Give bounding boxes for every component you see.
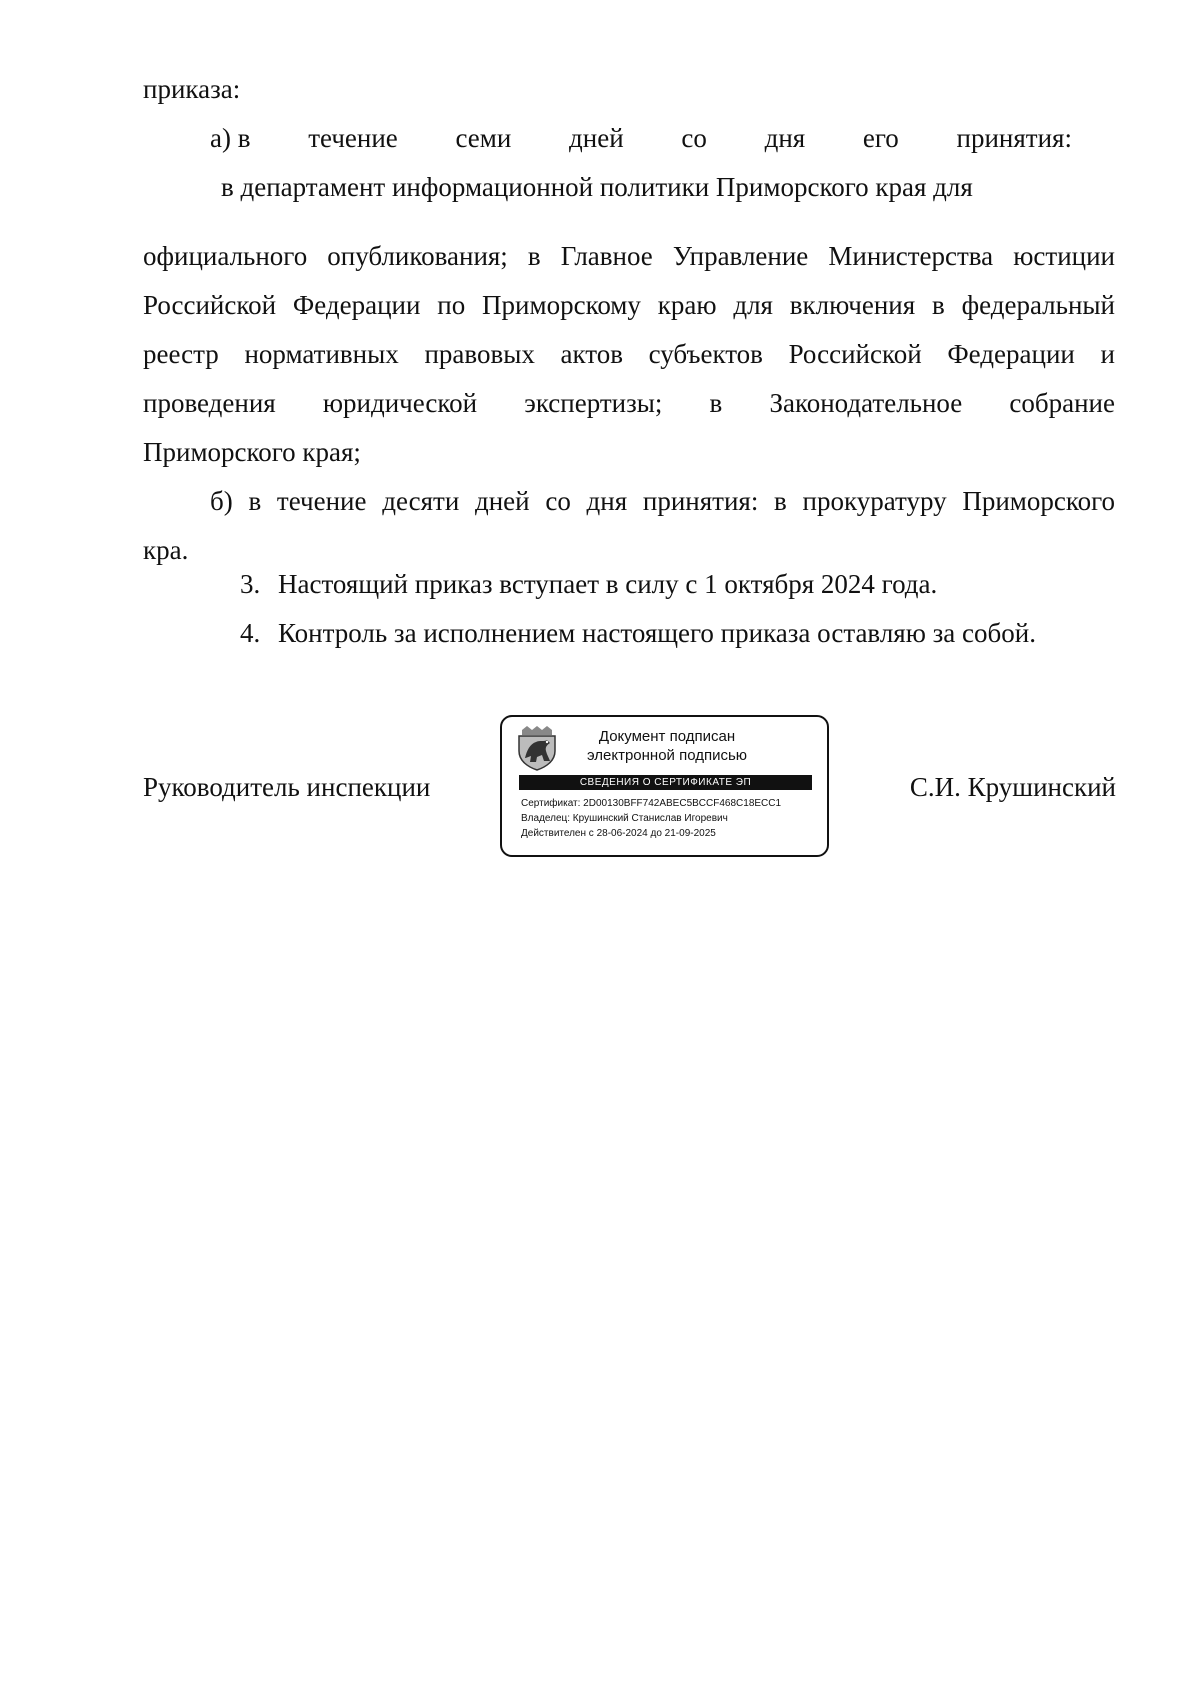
primorsky-krai-emblem-icon bbox=[516, 725, 558, 771]
signatory-name: С.И. Крушинский bbox=[909, 772, 1116, 802]
paragraph-line: Российской Федерации по Приморскому краю для включения в федеральный bbox=[143, 290, 1115, 320]
word: дней bbox=[569, 123, 624, 153]
item-number: 3. bbox=[240, 569, 261, 599]
paragraph-line: официального опубликования; в Главное Управление Министерства юстиции bbox=[143, 241, 1115, 271]
signatory-position: Руководитель инспекции bbox=[143, 772, 431, 802]
paragraph-line: проведения юридической экспертизы; в Законодательное собрание bbox=[143, 388, 1115, 418]
numbered-item bbox=[240, 616, 1036, 650]
paragraph-line: Приморского края; bbox=[143, 437, 361, 467]
certificate-info-bar: СВЕДЕНИЯ О СЕРТИФИКАТЕ ЭП bbox=[519, 775, 812, 790]
word: его bbox=[862, 123, 899, 153]
stamp-title-line: электронной подписью bbox=[586, 747, 748, 764]
paragraph-line: реестр нормативных правовых актов субъектов Российской Федерации и bbox=[143, 339, 1115, 369]
certificate-validity: Действителен с 28-06-2024 до 21-09-2025 bbox=[521, 828, 716, 839]
word: дня bbox=[764, 123, 806, 153]
paragraph-line-spread bbox=[210, 121, 1072, 155]
paragraph-line: б) в течение десяти дней со дня принятия: в прокуратуру Приморского bbox=[210, 486, 1115, 516]
electronic-signature-stamp bbox=[500, 715, 829, 857]
item-number: 4. bbox=[240, 618, 261, 648]
numbered-item bbox=[240, 567, 937, 601]
certificate-owner: Владелец: Крушинский Станислав Игоревич bbox=[521, 813, 728, 824]
item-text: Настоящий приказ вступает в силу с 1 октября 2024 года. bbox=[278, 569, 938, 599]
paragraph-line: приказа: bbox=[143, 74, 241, 104]
word: со bbox=[681, 123, 707, 153]
word: семи bbox=[455, 123, 512, 153]
word: принятия: bbox=[956, 123, 1072, 153]
word: а) в bbox=[210, 123, 251, 153]
paragraph-line: в департамент информационной политики Приморского края для bbox=[221, 172, 973, 202]
paragraph-line: кра. bbox=[143, 535, 189, 565]
word: течение bbox=[308, 123, 398, 153]
item-text: Контроль за исполнением настоящего приказа оставляю за собой. bbox=[278, 618, 1036, 648]
certificate-number: Сертификат: 2D00130BFF742ABEC5BCCF468C18ECC1 bbox=[521, 798, 782, 809]
stamp-title bbox=[564, 727, 770, 765]
stamp-title-line: Документ подписан bbox=[598, 728, 736, 745]
